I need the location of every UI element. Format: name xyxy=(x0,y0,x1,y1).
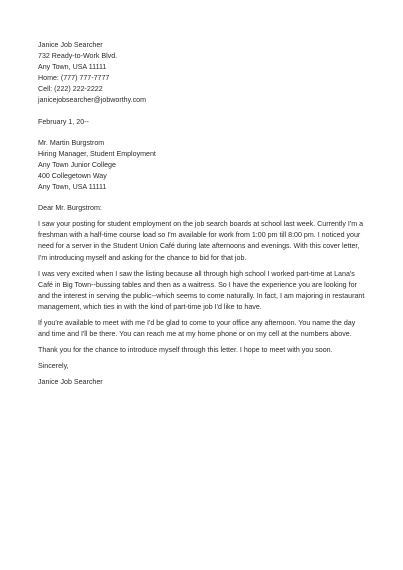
recipient-organization: Any Town Junior College xyxy=(38,160,116,169)
sender-home-phone: Home: (777) 777-7777 xyxy=(38,74,110,83)
paragraph-2-line: Café in Big Town--bussing tables and then as a waitress. So I have the experience you are looking for xyxy=(38,280,357,289)
paragraph-2-line: management, which ties in with the kind of part-time job I'd like to have. xyxy=(38,302,262,311)
paragraph-1-line: freshman with a half-time course load so I'm available for work from 1:00 pm till 8:00 pm. I noticed your xyxy=(38,231,361,240)
sender-block xyxy=(38,40,370,107)
paragraph-3-line: If you're available to meet with me I'd be glad to come to your office any afternoon. You name the day xyxy=(38,318,356,327)
paragraph-1-line: I saw your posting for student employment on the job search boards at school last week. Currently I'm a xyxy=(38,220,364,229)
recipient-title: Hiring Manager, Student Employment xyxy=(38,149,156,158)
sender-name: Janice Job Searcher xyxy=(38,41,103,49)
thanks-paragraph xyxy=(38,345,370,356)
closing xyxy=(38,361,370,372)
thanks-text: Thank you for the chance to introduce myself through this letter. I hope to meet with you soon. xyxy=(38,346,333,355)
paragraph-3 xyxy=(38,318,370,340)
recipient-block xyxy=(38,138,370,193)
paragraph-1-line: need for a server in the Student Union Café during late afternoons and evenings. With this cover letter, xyxy=(38,242,360,251)
paragraph-1 xyxy=(38,219,370,263)
recipient-name: Mr. Martin Burgstrom xyxy=(38,138,105,147)
salutation-text: Dear Mr. Burgstrom: xyxy=(38,204,102,213)
closing-text: Sincerely, xyxy=(38,362,69,371)
date-text: February 1, 20-- xyxy=(38,117,89,126)
signature-block xyxy=(38,377,370,388)
letter-date xyxy=(38,117,370,128)
paragraph-2 xyxy=(38,269,370,313)
paragraph-3-line: and time and I'll be there. You can reach me at my home phone or on my cell at the numbers above. xyxy=(38,330,352,339)
sender-cell-phone: Cell: (222) 222-2222 xyxy=(38,85,103,94)
paragraph-2-line: and the interest in serving the public--which seems to come naturally. In fact, I am majoring in restaurant xyxy=(38,291,365,300)
paragraph-1-line: I'm introducing myself and asking for the chance to bid for that job. xyxy=(38,253,247,262)
recipient-street: 400 Collegetown Way xyxy=(38,171,107,180)
recipient-city: Any Town, USA 11111 xyxy=(38,183,107,192)
salutation xyxy=(38,203,370,214)
sender-address-line-1: 732 Ready-to-Work Blvd. xyxy=(38,52,118,61)
letter-body xyxy=(38,40,370,388)
signature-name: Janice Job Searcher xyxy=(38,378,103,387)
paragraph-2-line: I was very excited when I saw the listing because all through high school I worked part-time at Lana's xyxy=(38,269,355,278)
sender-email: janicejobsearcher@jobworthy.com xyxy=(38,96,147,105)
sender-address-line-2: Any Town, USA 11111 xyxy=(38,63,107,72)
